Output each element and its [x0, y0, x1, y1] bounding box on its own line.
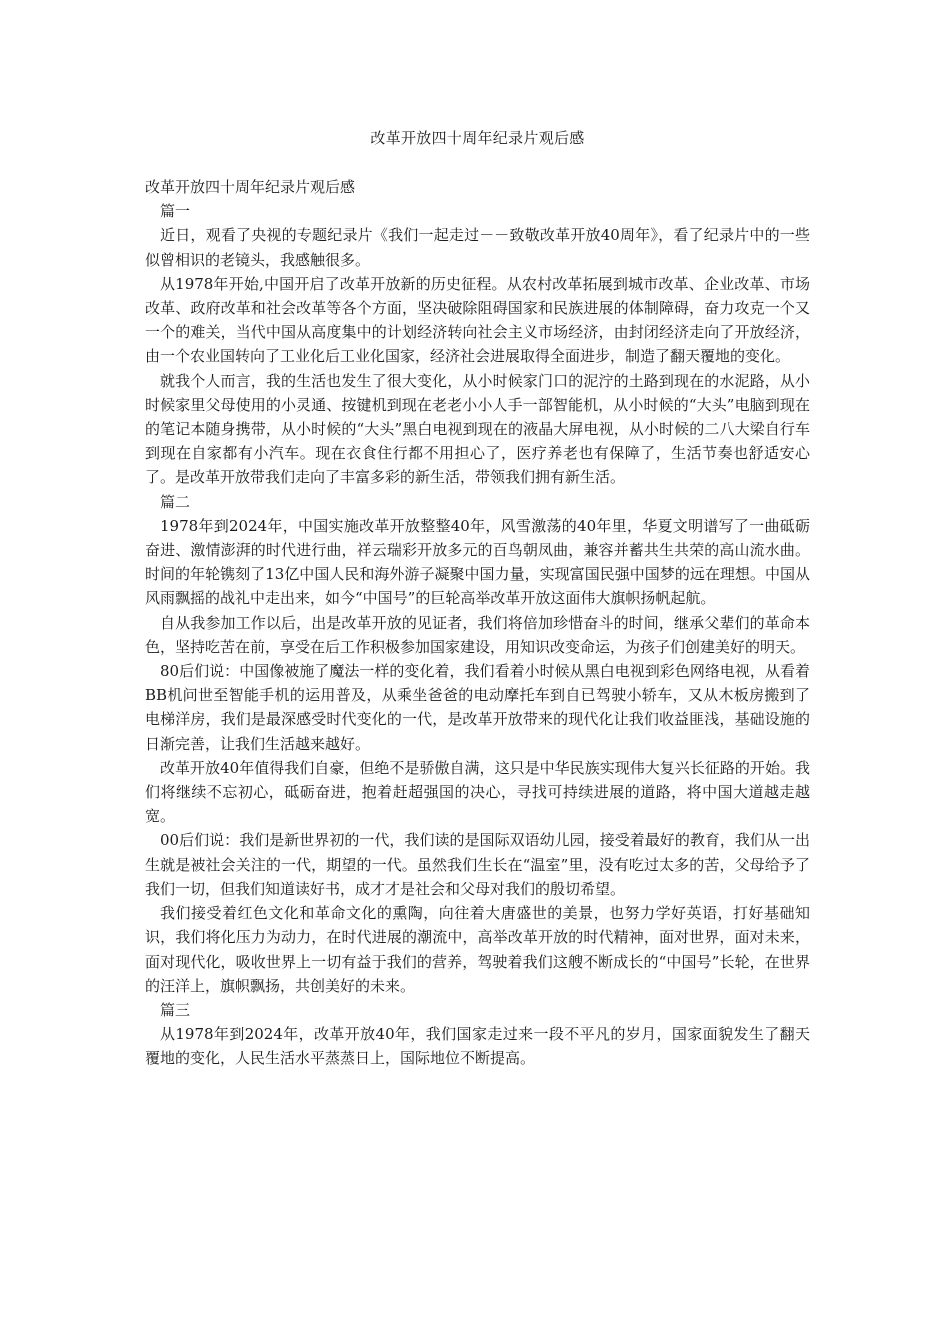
paragraph: 就我个人而言，我的生活也发生了很大变化，从小时候家门口的泥泞的土路到现在的水泥路，从小时候家里父母使用的小灵通、按键机到现在老老小小人手一部智能机，从小时候的“大头”电脑到现在的笔记本随身携带，从小时候的“大头”黑白电视到现在的液晶大屏电视，从小时候的二八大梁自行车到现在自家都有小汽车。现在衣食住行都不用担心了，医疗养老也有保障了，生活节奏也舒适安心了。是改革开放带我们走向了丰富多彩的新生活，带领我们拥有新生活。	[145, 371, 810, 487]
section-heading-3: 篇三	[160, 1000, 191, 1019]
paragraph: 自从我参加工作以后，出是改革开放的见证者，我们将倍加珍惜奋斗的时间，继承父辈们的革命本色，坚持吃苦在前，享受在后工作积极参加国家建设，用知识改变命运，为孩子们创建美好的明天。	[145, 613, 810, 656]
paragraph: 近日，观看了央视的专题纪录片《我们一起走过－－致敬改革开放40周年》，看了纪录片中的一些似曾相识的老镜头，我感触很多。	[145, 226, 810, 269]
paragraph: 改革开放40年值得我们自豪，但绝不是骄傲自满，这只是中华民族实现伟大复兴长征路的开始。我们将继续不忘初心，砥砺奋进，抱着赶超强国的决心，寻找可持续进展的道路，将中国大道越走越宽。	[145, 758, 810, 826]
paragraph: 从1978年开始,中国开启了改革开放新的历史征程。从农村改革拓展到城市改革、企业改革、市场改革、政府改革和社会改革等各个方面，坚决破除阻碍国家和民族进展的体制障碍，奋力攻克一个又一个的难关，当代中国从高度集中的计划经济转向社会主义市场经济，由封闭经济走向了开放经济，由一个农业国转向了工业化后工业化国家，经济社会进展取得全面进步，制造了翻天覆地的变化。	[145, 274, 810, 366]
section-heading-1: 篇一	[160, 202, 191, 221]
document-subtitle: 改革开放四十周年纪录片观后感	[145, 178, 356, 196]
paragraph: 我们接受着红色文化和革命文化的熏陶，向往着大唐盛世的美景，也努力学好英语，打好基础知识，我们将化压力为动力，在时代进展的潮流中，高举改革开放的时代精神，面对世界，面对未来，面对现代化，吸收世界上一切有益于我们的营养，驾驶着我们这艘不断成长的“中国号”长轮，在世界的汪洋上，旗帜飘扬，共创美好的未来。	[145, 904, 810, 995]
section-heading-2: 篇二	[160, 492, 191, 511]
document-body	[145, 175, 810, 1071]
paragraph: 80后们说：中国像被施了魔法一样的变化着，我们看着小时候从黑白电视到彩色网络电视，从看着BB机问世至智能手机的运用普及，从乘坐爸爸的电动摩托车到自已驾驶小轿车，又从木板房搬到了电梯洋房，我们是最深感受时代变化的一代，是改革开放带来的现代化让我们收益匪浅，基础设施的日渐完善，让我们生活越来越好。	[145, 662, 810, 753]
document-title: 改革开放四十周年纪录片观后感	[370, 129, 585, 147]
paragraph: 00后们说：我们是新世界初的一代，我们读的是国际双语幼儿园，接受着最好的教育，我们从一出生就是被社会关注的一代，期望的一代。虽然我们生长在“温室”里，没有吃过太多的苦，父母给予了我们一切，但我们知道读好书，成才才是社会和父母对我们的殷切希望。	[145, 831, 810, 898]
paragraph: 1978年到2024年，中国实施改革开放整整40年，风雪激荡的40年里，华夏文明谱写了一曲砥砺奋进、激情澎湃的时代进行曲，祥云瑞彩开放多元的百鸟朝凤曲，兼容并蓄共生共荣的高山流水曲。时间的年轮镌刻了13亿中国人民和海外游子凝聚中国力量，实现富国民强中国梦的远在理想。中国从风雨飘摇的战礼中走出来，如今“中国号”的巨轮高举改革开放这面伟大旗帜扬帆起航。	[145, 516, 810, 608]
paragraph: 从1978年到2024年，改革开放40年，我们国家走过来一段不平凡的岁月，国家面貌发生了翻天覆地的变化，人民生活水平蒸蒸日上，国际地位不断提高。	[145, 1025, 810, 1068]
